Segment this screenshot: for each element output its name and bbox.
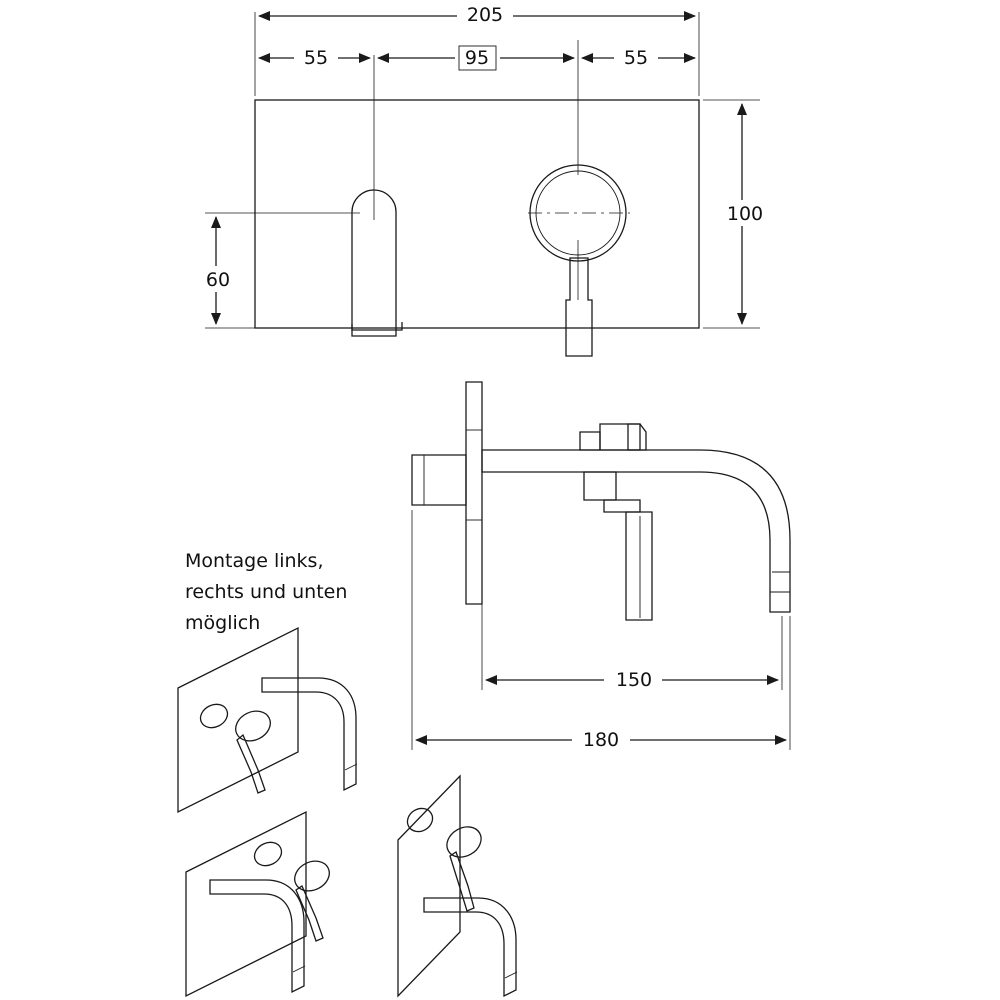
mounting-note-line-2: rechts und unten xyxy=(185,581,348,603)
dim-100-label: 100 xyxy=(726,203,764,225)
mounting-option-right xyxy=(398,776,517,996)
iso2-rosette xyxy=(251,838,286,870)
mounting-option-bottom xyxy=(186,812,334,996)
dim-180 xyxy=(416,726,786,752)
iso1-plate xyxy=(178,628,298,812)
dim-60-label: 60 xyxy=(205,269,231,291)
dim-205-label: 205 xyxy=(466,4,504,26)
side-plate xyxy=(466,382,482,604)
dim-180-label: 180 xyxy=(582,729,620,751)
mounting-note-line-1: Montage links, xyxy=(185,550,324,572)
side-handle-assembly xyxy=(580,424,652,620)
dim-row-55-95-55 xyxy=(259,45,695,70)
iso1-spout xyxy=(262,678,356,790)
side-spout xyxy=(482,450,790,612)
iso1-lever xyxy=(237,735,265,793)
iso3-lever xyxy=(450,852,474,911)
dim-55-right-label: 55 xyxy=(623,47,649,69)
dim-150 xyxy=(486,666,778,692)
iso2-spout xyxy=(210,880,304,992)
iso1-rosette xyxy=(197,700,232,732)
mounting-option-left xyxy=(178,628,357,812)
front-plate xyxy=(255,100,699,328)
front-view xyxy=(192,3,774,356)
dim-205 xyxy=(259,3,695,27)
side-wall-connection xyxy=(412,455,466,505)
iso3-plate xyxy=(398,776,460,996)
iso3-spout xyxy=(424,898,516,996)
iso3-handle-base xyxy=(441,821,486,863)
dim-100 xyxy=(703,100,774,328)
dim-95-label: 95 xyxy=(464,47,490,69)
iso3-rosette xyxy=(403,804,437,836)
dim-55-left-label: 55 xyxy=(303,47,329,69)
mounting-note xyxy=(185,550,347,634)
dim-150-label: 150 xyxy=(615,669,653,691)
side-view xyxy=(412,382,790,752)
iso2-plate xyxy=(186,812,306,996)
mounting-note-line-3: möglich xyxy=(185,612,261,634)
iso2-lever xyxy=(296,886,323,941)
